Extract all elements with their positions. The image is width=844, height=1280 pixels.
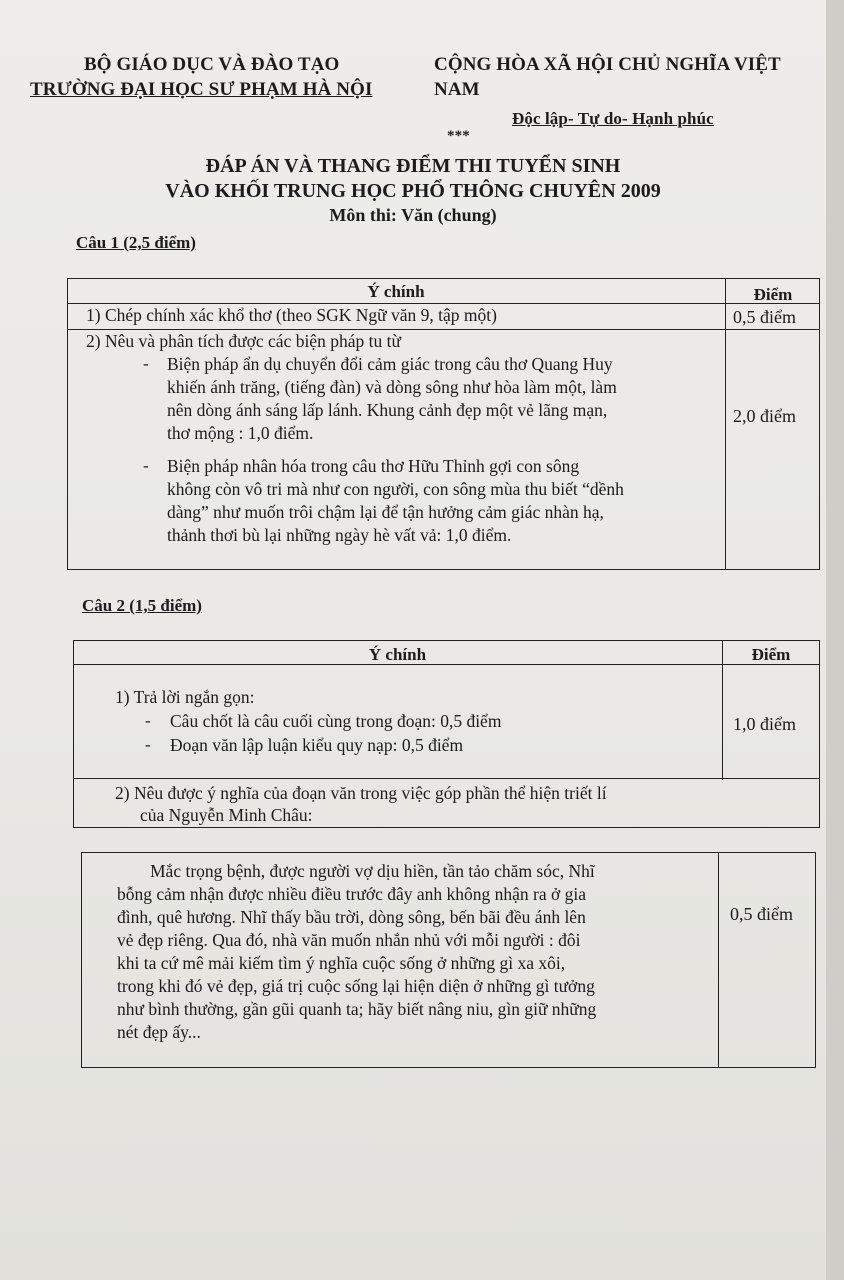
q1-col-score: Điểm	[753, 285, 793, 304]
answer-para-line1: Mắc trọng bệnh, được người vợ dịu hiền, tần tảo chăm sóc, Nhĩ	[150, 861, 595, 881]
q2-row1-score: 1,0 điểm	[733, 714, 796, 734]
q1-bullet-b-line1: Biện pháp nhân hóa trong câu thơ Hữu Thỉnh gợi con sông	[167, 456, 580, 476]
q1-bullet-b-line3: dàng” như muốn trôi chậm lại để tận hưởng cảm giác nhàn hạ,	[167, 502, 604, 522]
q1-row1-score: 0,5 điểm	[733, 307, 796, 327]
answer-para-line2: bỗng cảm nhận được nhiều điều trước đây anh không nhận ra ở gia	[117, 884, 587, 904]
exam-subject: Môn thi: Văn (chung)	[329, 205, 497, 225]
q1-bullet-a-line3: nên dòng ánh sáng lấp lánh. Khung cảnh đẹp một vẻ lãng mạn,	[167, 400, 608, 420]
q1-row2-intro: 2) Nêu và phân tích được các biện pháp tu từ	[86, 331, 401, 351]
q2-column-divider	[722, 640, 723, 780]
q2-row1-b1-mark: -	[145, 711, 151, 730]
q2-row1-b2-mark: -	[145, 735, 151, 754]
university-name	[30, 79, 372, 101]
q2-row-divider	[73, 778, 820, 779]
q2-row2-line1: 2) Nêu được ý nghĩa của đoạn văn trong việc góp phần thể hiện triết lí	[115, 783, 607, 803]
answer-para-line8: nét đẹp ấy...	[117, 1022, 201, 1042]
q1-bullet-b-line2: không còn vô tri mà như con người, con sông mùa thu biết “dềnh	[167, 479, 624, 499]
q1-column-divider	[725, 278, 726, 569]
doc-title-line1: ĐÁP ÁN VÀ THANG ĐIỂM THI TUYỂN SINH	[205, 155, 621, 177]
answer-para-line3: đình, quê hương. Nhĩ thấy bầu trời, dòng sông, bến bãi đều ánh lên	[117, 907, 586, 927]
page-edge	[826, 0, 844, 1280]
answer-para-line6: trong khi đó vẻ đẹp, giá trị cuộc sống lại hiện diện ở những gì tưởng	[117, 976, 595, 996]
q2-col-score: Điểm	[751, 645, 791, 664]
q1-row2-score: 2,0 điểm	[733, 406, 796, 426]
q2-row2-line2: của Nguyễn Minh Châu:	[140, 805, 313, 825]
answer-para-line7: như bình thường, gần gũi quanh ta; hãy biết nâng niu, gìn giữ những	[117, 999, 597, 1019]
answer-score: 0,5 điểm	[730, 904, 793, 924]
university-name-text: TRƯỜNG ĐẠI HỌC SƯ PHẠM HÀ NỘI	[30, 79, 373, 100]
q2-row1-bullet1: Câu chốt là câu cuối cùng trong đoạn: 0,5 điểm	[170, 711, 502, 731]
q2-heading: Câu 2 (1,5 điểm)	[82, 596, 202, 615]
q2-row1-bullet2: Đoạn văn lập luận kiểu quy nạp: 0,5 điểm	[170, 735, 464, 755]
country-name-line2: NAM	[434, 79, 480, 100]
q1-bullet-b-line4: thảnh thơi bù lại những ngày hè vất vả: 1,0 điểm.	[167, 525, 512, 545]
answer-para-line5: khi ta cứ mê mải kiếm tìm ý nghĩa cuộc sống ở những gì xa xôi,	[117, 953, 566, 973]
doc-title-line2: VÀO KHỐI TRUNG HỌC PHỔ THÔNG CHUYÊN 2009	[165, 180, 661, 202]
country-name-line1: CỘNG HÒA XÃ HỘI CHỦ NGHĨA VIỆT	[434, 54, 781, 75]
header-stars: ***	[447, 128, 470, 144]
answer-box-divider	[718, 852, 719, 1067]
q2-row1-intro: 1) Trả lời ngắn gọn:	[115, 687, 255, 707]
national-motto: Độc lập- Tự do- Hạnh phúc	[512, 109, 714, 128]
q1-bullet-a-mark: -	[143, 354, 149, 373]
q1-bullet-a-line1: Biện pháp ẩn dụ chuyển đổi cảm giác trong câu thơ Quang Huy	[167, 354, 613, 374]
q1-row1-text: 1) Chép chính xác khổ thơ (theo SGK Ngữ văn 9, tập một)	[86, 305, 497, 325]
q1-heading: Câu 1 (2,5 điểm)	[76, 233, 196, 252]
q1-bullet-a-line2: khiến ánh trăng, (tiếng đàn) và dòng sông như hòa làm một, làm	[167, 377, 617, 397]
q1-bullet-b-mark: -	[143, 456, 149, 475]
q1-bullet-a-line4: thơ mộng : 1,0 điểm.	[167, 423, 314, 443]
q1-col-main: Ý chính	[367, 282, 425, 301]
answer-para-line4: vẻ đẹp riêng. Qua đó, nhà văn muốn nhắn nhủ với mỗi người : đôi	[117, 930, 581, 950]
q2-col-main: Ý chính	[368, 645, 427, 664]
ministry-name: BỘ GIÁO DỤC VÀ ĐÀO TẠO	[84, 54, 340, 75]
